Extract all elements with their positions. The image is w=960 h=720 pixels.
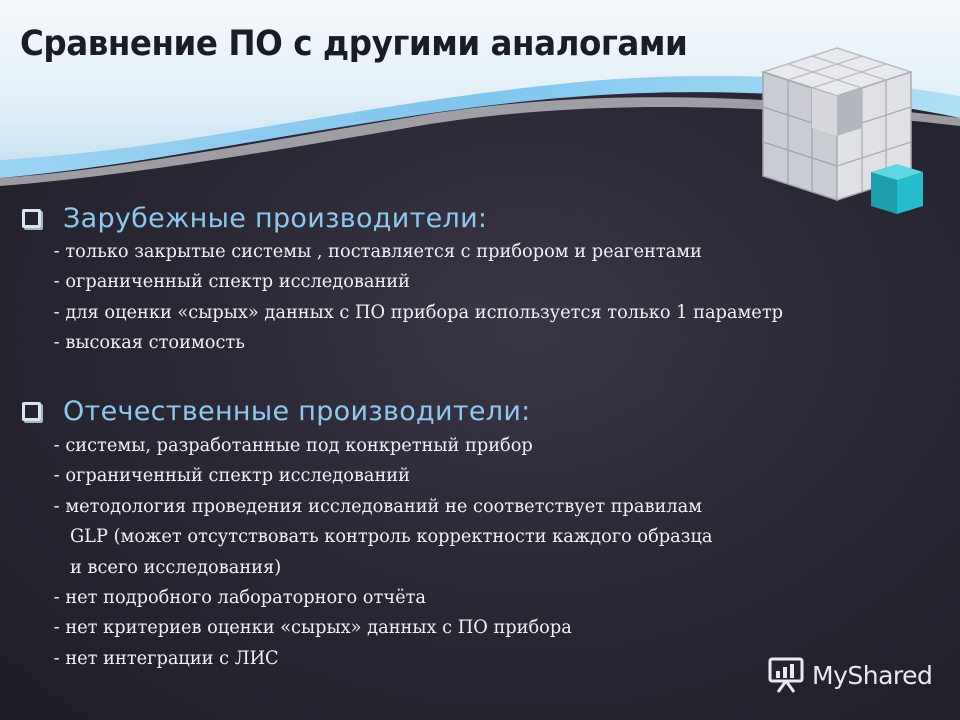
list-item: - методология проведения исследований не соответствует правилам — [53, 495, 703, 517]
section-header — [22, 198, 815, 238]
list-item: - только закрытые системы , поставляется с прибором и реагентами — [53, 241, 702, 262]
section-heading: Отечественные производители: — [63, 395, 531, 427]
list-item-continuation: GLP (может отсутствовать контроль корректности каждого образца — [70, 526, 713, 548]
section-heading: Зарубежные производители: — [63, 202, 488, 234]
slide-title: Сравнение ПО с другими аналогами — [20, 24, 688, 64]
section-domestic-vendors — [22, 391, 741, 674]
list-item: - нет критериев оценки «сырых» данных с ПО прибора — [53, 617, 572, 639]
section-header — [22, 391, 741, 431]
watermark-logo[interactable] — [768, 656, 932, 694]
list-item: - для оценки «сырых» данных с ПО прибора используется только 1 параметр — [53, 301, 784, 323]
list-item: - высокая стоимость — [53, 332, 245, 354]
list-item-continuation: и всего исследования) — [70, 556, 282, 578]
list-item: - ограниченный спектр исследований — [53, 465, 410, 487]
chart-board-icon — [768, 656, 804, 694]
section-foreign-vendors — [22, 198, 815, 359]
list-item: - нет интеграции с ЛИС — [53, 647, 279, 669]
list-item: - ограниченный спектр исследований — [53, 271, 410, 293]
list-item: - системы, разработанные под конкретный прибор — [53, 435, 533, 456]
checkbox-bullet-icon — [22, 209, 41, 228]
watermark-text: MyShared — [812, 660, 933, 690]
checkbox-bullet-icon — [22, 402, 41, 421]
bullet-list — [22, 237, 815, 359]
list-item: - нет подробного лабораторного отчёта — [53, 587, 426, 609]
bullet-list — [22, 431, 741, 674]
